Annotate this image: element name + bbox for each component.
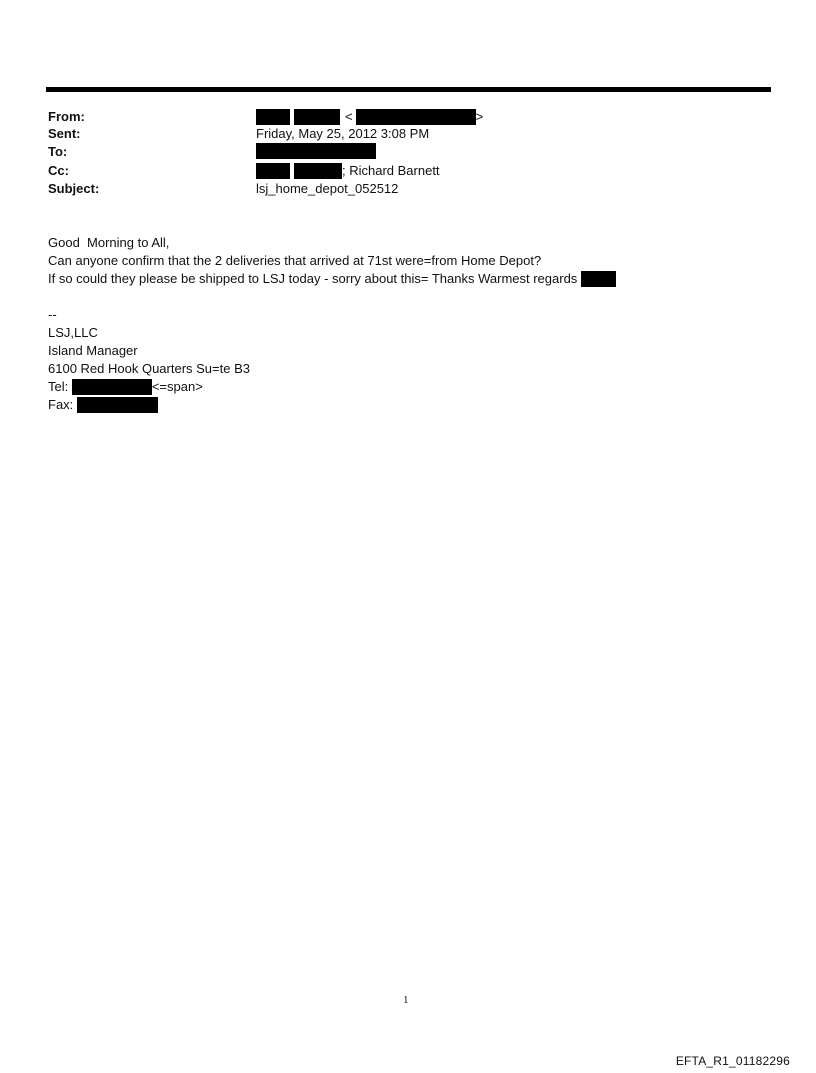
subject-label: Subject: [48, 181, 100, 196]
redaction-block [77, 397, 158, 413]
redaction-block [581, 271, 616, 287]
redaction-block [294, 163, 342, 179]
header-rule [46, 87, 771, 92]
signature-tel [48, 378, 203, 396]
greeting-line: Good Morning to All, [48, 235, 170, 250]
signature-company: LSJ,LLC [48, 325, 98, 340]
body-line-2 [48, 270, 616, 288]
subject-row [48, 180, 748, 198]
sent-label: Sent: [48, 126, 81, 141]
to-label: To: [48, 144, 68, 159]
subject-value: lsj_home_depot_052512 [256, 181, 399, 196]
body-line-2-text: If so could they please be shipped to LSJ today - sorry about this= Thanks Warmest regards [48, 271, 581, 286]
cc-row [48, 162, 748, 180]
body-line-1: Can anyone confirm that the 2 deliveries that arrived at 71st were=from Home Depot? [48, 253, 542, 268]
redaction-block [294, 109, 340, 125]
redaction-block [356, 109, 476, 125]
redaction-block [256, 163, 290, 179]
page-number: 1 [403, 994, 409, 1006]
cc-named-recipient: ; Richard Barnett [342, 163, 440, 178]
redaction-block [72, 379, 152, 395]
to-row [48, 143, 748, 161]
from-row [48, 108, 748, 126]
signature-separator: -- [48, 307, 57, 322]
from-close-bracket: > [475, 109, 484, 124]
from-open-bracket: < [345, 109, 353, 124]
redaction-block [256, 143, 376, 159]
cc-label: Cc: [48, 163, 69, 178]
signature-fax [48, 396, 158, 414]
fax-label: Fax: [48, 397, 77, 412]
sent-row [48, 125, 748, 143]
to-value [256, 143, 376, 159]
sent-value: Friday, May 25, 2012 3:08 PM [256, 126, 430, 141]
document-id: EFTA_R1_01182296 [675, 1054, 790, 1068]
redaction-block [256, 109, 290, 125]
signature-title: Island Manager [48, 343, 138, 358]
from-value [256, 108, 483, 126]
tel-suffix: <=span> [151, 379, 203, 394]
from-label: From: [48, 109, 85, 124]
signature-address: 6100 Red Hook Quarters Su=te B3 [48, 361, 250, 376]
tel-label: Tel: [48, 379, 72, 394]
cc-value [256, 162, 440, 180]
